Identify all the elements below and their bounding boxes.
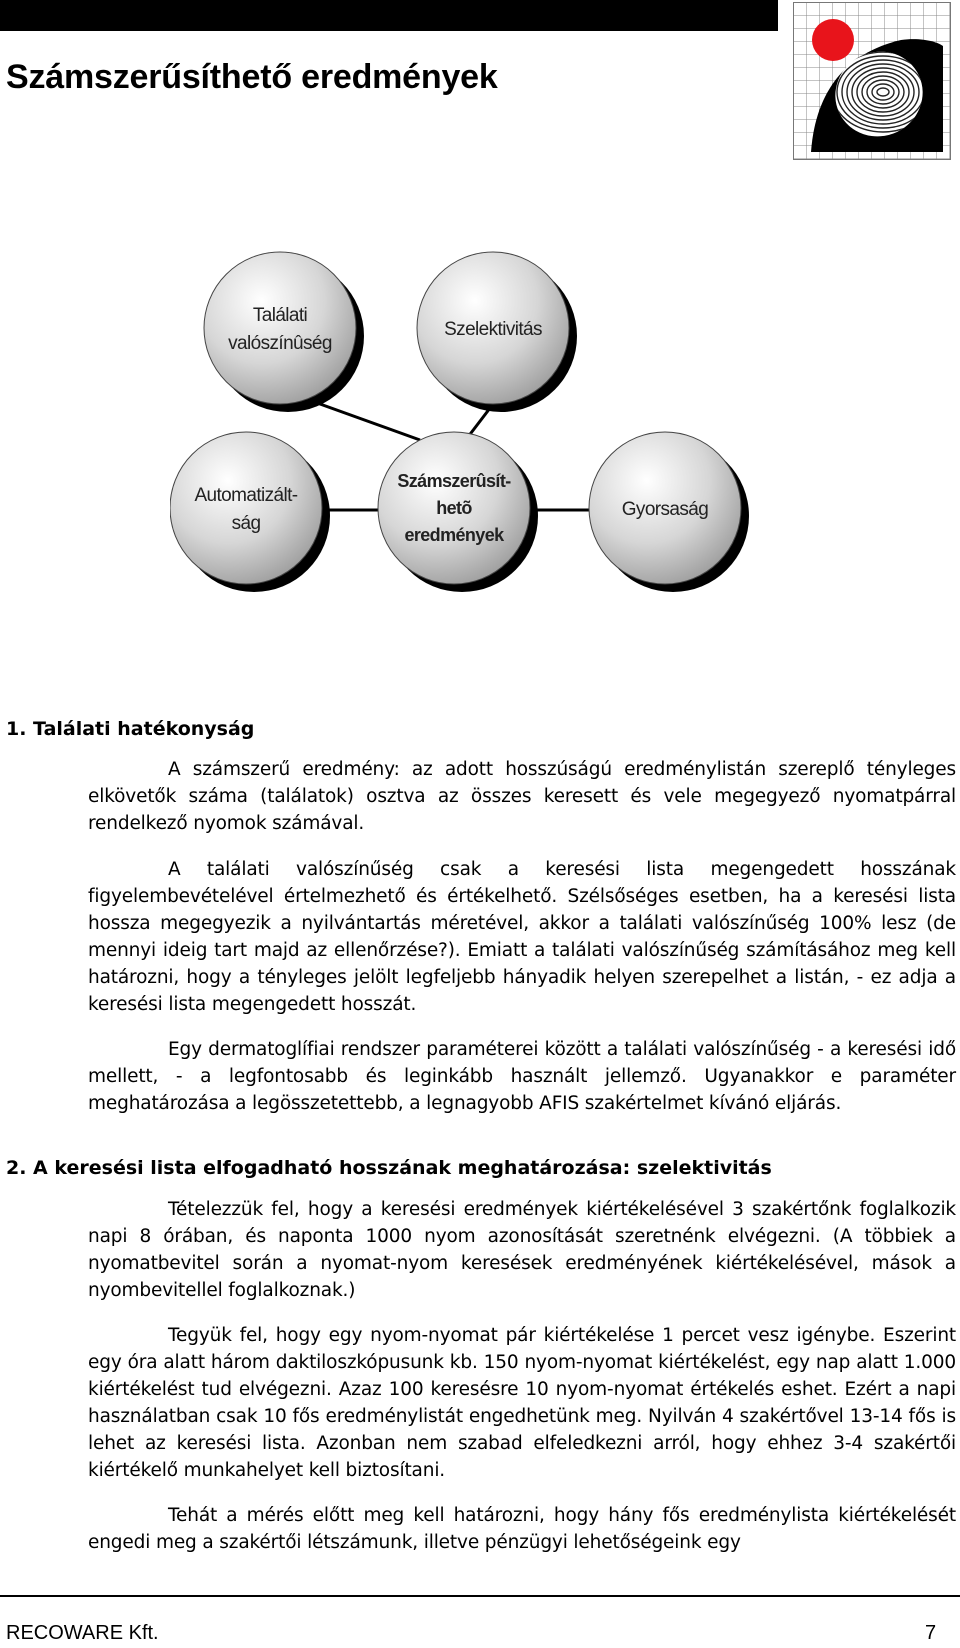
node-label-line: Szelektivitás — [444, 319, 542, 340]
fingerprint-logo — [793, 2, 951, 160]
node-label-line: Találati — [252, 305, 308, 326]
node-label-line: ság — [231, 513, 261, 534]
node-label-szelektivitas — [413, 316, 573, 344]
node-label-line: eredmények — [404, 525, 504, 545]
node-label-automatizaltsag — [166, 482, 326, 538]
header-bar — [0, 0, 778, 31]
paragraph: A találati valószínűség csak a keresési lista megengedett hosszának figyelembevételével értelmezhető és értékelhető. Szélsőséges esetben, ha a keresési lista hossza megegyezik a nyilvántartás méretével, akkor a találati valószínűség 100% lesz (de mennyi ideig tart majd az ellenőrzése?). Emiatt a találati valószínűség számításához meg kell határozni, hogy a tényleges jelölt legfeljebb hányadik helyen szerepelhet a listán, - ez adja a keresési lista megengedett hosszát. — [88, 859, 956, 1015]
node-label-line: Számszerûsít- — [397, 471, 511, 491]
node-label-talalati — [200, 302, 360, 358]
paragraph: Tegyük fel, hogy egy nyom-nyomat pár kiértékelése 1 percet vesz igénybe. Eszerint egy óra alatt három daktiloszkópusunk kb. 150 nyom-nyomat kiértékelést, egy nap alatt 1.000 kiértékelést tud elvégezni. Azaz 100 keresésre 10 nyom-nyomat értékelés eshet. Ezért a napi használatban csak 10 fős eredménylistát engedhetünk meg. Nyilván 4 szakértővel 13-14 fős is lehet az keresési lista. Azonban nem szabad elfeledkezni arról, hogy ehhez 3-4 szakértői kiértékelő munkahelyet kell biztosítani. — [88, 1325, 956, 1481]
footer-company: RECOWARE Kft. — [6, 1622, 159, 1644]
page-title: Számszerűsíthető eredmények — [6, 58, 498, 96]
paragraph: Tehát a mérés előtt meg kell határozni, hogy hány fős eredménylista kiértékelését engedi meg a szakértői létszámunk, illetve pénzügyi lehetőségeink egy — [88, 1505, 956, 1553]
node-label-center — [374, 468, 534, 549]
section-heading-1: 1. Találati hatékonyság — [6, 718, 255, 740]
node-label-line: Gyorsaság — [621, 499, 709, 520]
paragraph: Tételezzük fel, hogy a keresési eredmények kiértékelésével 3 szakértőnk foglalkozik napi 8 órában, és naponta 1000 nyom azonosítását szeretnénk elvégezni. (A többiek a nyomatbevitel során a nyomat-nyom keresések eredményének kiértékelésével, mások a nyombevitellel foglalkoznak.) — [88, 1199, 956, 1301]
paragraph: Egy dermatoglífiai rendszer paraméterei között a találati valószínűség - a keresési idő mellett, - a legfontosabb és leginkább használt jellemző. Ugyanakkor e paraméter meghatározása a legösszetettebb, a legnagyobb AFIS szakértelmet kívánó eljárás. — [88, 1039, 956, 1114]
node-label-line: Automatizált- — [194, 485, 298, 506]
results-diagram — [170, 250, 800, 630]
node-label-gyorsasag — [585, 496, 745, 524]
footer-divider — [0, 1595, 960, 1597]
section-heading-2: 2. A keresési lista elfogadható hosszának meghatározása: szelektivitás — [6, 1157, 772, 1179]
node-label-line: valószínûség — [228, 333, 332, 354]
paragraph: A számszerű eredmény: az adott hosszúságú eredménylistán szereplő tényleges elkövetők száma (találatok) osztva az összes keresett és vele megegyező nyomatpárral rendelkező nyomok számával. — [88, 759, 956, 834]
footer-page-number: 7 — [925, 1622, 937, 1644]
node-label-line: hetõ — [436, 498, 472, 518]
